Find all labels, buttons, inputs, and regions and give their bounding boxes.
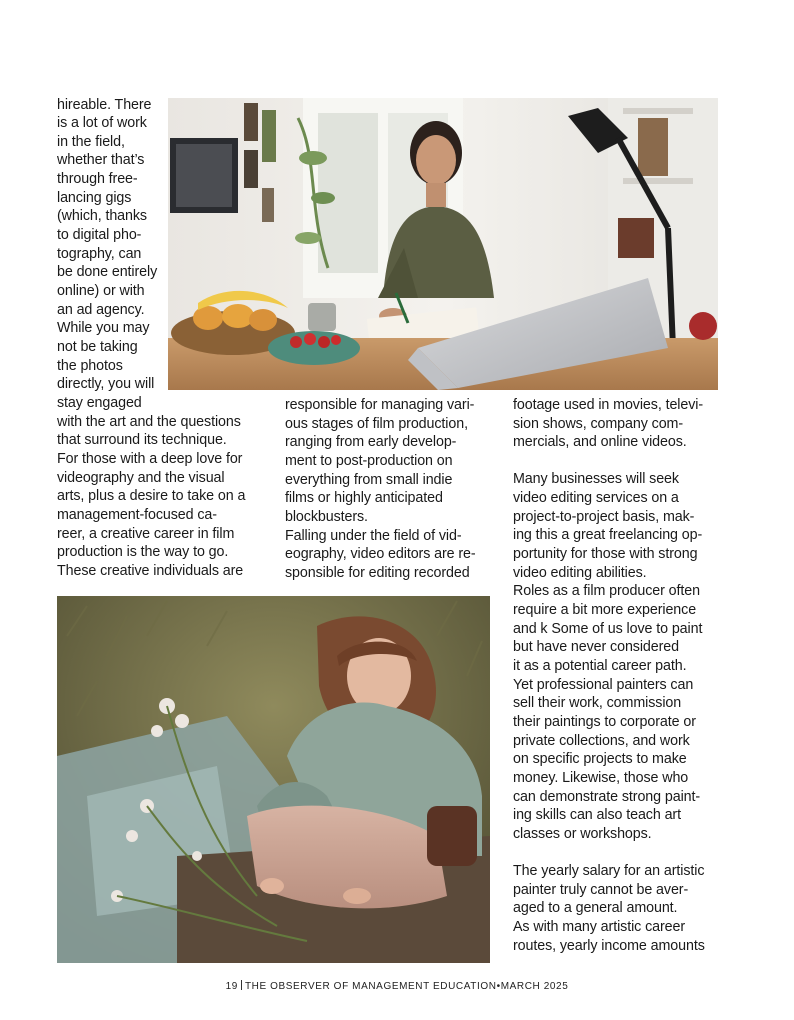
text-line: through free- [57, 171, 138, 187]
issue-date: MARCH 2025 [500, 981, 569, 992]
text-line: tography, can [57, 246, 142, 262]
text-line: everything from small indie [285, 472, 453, 488]
text-line: on specific projects to make [513, 751, 687, 767]
text-line: production is the way to go. [57, 544, 229, 560]
text-line: but have never considered [513, 639, 679, 655]
text-line: that surround its technique. [57, 432, 227, 448]
text-line: aged to a general amount. [513, 900, 678, 916]
text-line: video editing services on a [513, 490, 679, 506]
text-line: ing this a great freelancing op- [513, 527, 703, 543]
text-line: Many businesses will seek [513, 471, 679, 487]
text-line: sponsible for editing recorded [285, 565, 470, 581]
text-line: reer, a creative career in film [57, 526, 235, 542]
text-line: hireable. There [57, 97, 152, 113]
text-line: Yet professional painters can [513, 677, 694, 693]
text-line: ranging from early develop- [285, 434, 457, 450]
text-line: with the art and the questions [57, 414, 241, 430]
text-line: stay engaged [57, 395, 142, 411]
text-line: ment to post-production on [285, 453, 453, 469]
text-line: management-focused ca- [57, 507, 217, 523]
page-number: 19 [225, 981, 238, 992]
text-line: routes, yearly income amounts [513, 938, 705, 954]
publication-name: THE OBSERVER OF MANAGEMENT EDUCATION [244, 981, 497, 992]
text-line: arts, plus a desire to take on a [57, 488, 246, 504]
text-line: be done entirely [57, 264, 158, 280]
text-line: money. Likewise, those who [513, 770, 689, 786]
text-line: can demonstrate strong paint- [513, 789, 701, 805]
text-line: require a bit more experience [513, 602, 697, 618]
text-line: videography and the visual [57, 470, 225, 486]
photo-woman-with-flowers [57, 596, 490, 963]
text-line: For those with a deep love for [57, 451, 243, 467]
text-line: blockbusters. [285, 509, 368, 525]
text-line: video editing abilities. [513, 565, 647, 581]
text-line: it as a potential career path. [513, 658, 687, 674]
text-line: an ad agency. [57, 302, 145, 318]
text-line: their paintings to corporate or [513, 714, 696, 730]
text-line: project-to-project basis, mak- [513, 509, 695, 525]
text-line: not be taking [57, 339, 138, 355]
text-line: (which, thanks [57, 208, 147, 224]
text-line: painter truly cannot be aver- [513, 882, 689, 898]
text-line: directly, you will [57, 376, 155, 392]
text-line: While you may [57, 320, 150, 336]
text-line: films or highly anticipated [285, 490, 443, 506]
text-line: As with many artistic career [513, 919, 685, 935]
footer-separator [241, 980, 242, 990]
text-line: ous stages of film production, [285, 416, 468, 432]
text-line: footage used in movies, televi- [513, 397, 704, 413]
text-line: mercials, and online videos. [513, 434, 687, 450]
text-line: lancing gigs [57, 190, 132, 206]
footer-bullet: • [496, 981, 501, 992]
text-line: to digital pho- [57, 227, 142, 243]
text-line: These creative individuals are [57, 563, 244, 579]
text-line: private collections, and work [513, 733, 690, 749]
text-line: sion shows, company com- [513, 416, 684, 432]
text-line: online) or with [57, 283, 145, 299]
text-line: whether that’s [57, 152, 145, 168]
text-line: Roles as a film producer often [513, 583, 700, 599]
text-line: ing skills can also teach art [513, 807, 681, 823]
text-line: is a lot of work [57, 115, 147, 131]
text-line: the photos [57, 358, 123, 374]
text-line: portunity for those with strong [513, 546, 698, 562]
text-line: eography, video editors are re- [285, 546, 476, 562]
page-footer [0, 980, 794, 992]
text-line: and k Some of us love to paint [513, 621, 703, 637]
text-line: The yearly salary for an artistic [513, 863, 705, 879]
text-line: sell their work, commission [513, 695, 682, 711]
text-line: Falling under the field of vid- [285, 528, 462, 544]
photo-woman-at-desk [168, 98, 718, 390]
text-line: in the field, [57, 134, 125, 150]
text-line: responsible for managing vari- [285, 397, 475, 413]
text-line: classes or workshops. [513, 826, 652, 842]
